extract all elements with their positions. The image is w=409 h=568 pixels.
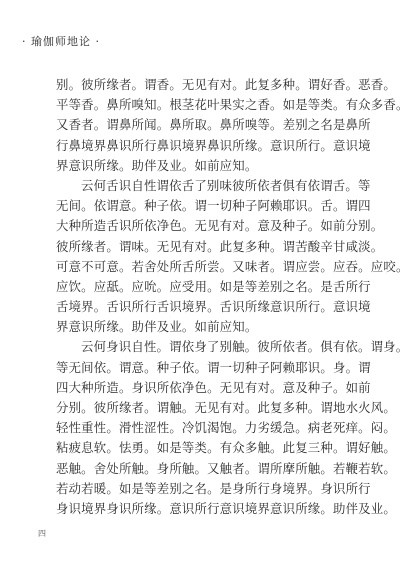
text-line: 舌境界。舌识所行舌识境界。舌识所缘意识所行。意识境 xyxy=(56,299,371,315)
text-line: 应饮。应舐。应吮。应受用。如是等差别之名。是舌所行 xyxy=(56,278,371,294)
text-line: 别。彼所缘者。谓香。无见有对。此复多种。谓好香。恶香。 xyxy=(56,77,396,92)
text-line: 等无间依。谓意。种子依。谓一切种子阿赖耶识。身。谓 xyxy=(56,359,371,375)
text-line: 身识境界身识所缘。意识所行意识境界意识所缘。助伴及业。 xyxy=(56,500,396,516)
text-line: 大种所造舌识所依净色。无见有对。意及种子。如前分别。 xyxy=(56,218,384,234)
running-header: · 瑜伽师地论 · xyxy=(22,35,100,48)
text-line: 可意不可意。若舍处所舌所尝。又味者。谓应尝。应吞。应咬。 xyxy=(56,258,409,274)
text-line: 行鼻境界鼻识所行鼻识境界鼻识所缘。意识所行。意识境 xyxy=(56,137,371,153)
paragraph xyxy=(56,176,409,338)
text-line: 四大种所造。身识所依净色。无见有对。意及种子。如前 xyxy=(56,379,371,395)
paragraph xyxy=(56,337,409,519)
text-line: 又香者。谓鼻所闻。鼻所取。鼻所嗅等。差别之名是鼻所 xyxy=(56,117,371,133)
text-line: 云何舌识自性谓依舌了别味彼所依者俱有依谓舌。等 xyxy=(81,177,371,193)
text-line: 无间。依谓意。种子依。谓一切种子阿赖耶识。舌。谓四 xyxy=(56,198,371,214)
text-line: 恶触。舍处所触。身所触。又触者。谓所摩所触。若鞭若软。 xyxy=(56,460,396,476)
text-line: 分别。彼所缘者。谓触。无见有对。此复多种。谓地水火风。 xyxy=(56,400,396,415)
text-line: 粘疲息软。怯勇。如是等类。有众多触。此复三种。谓好触。 xyxy=(56,440,396,456)
text-line: 界意识所缘。助伴及业。如前应知。 xyxy=(56,319,258,335)
text-line: 云何身识自性。谓依身了别触。彼所依者。俱有依。谓身。 xyxy=(81,339,409,355)
text-line: 彼所缘者。谓味。无见有对。此复多种。谓苦酸辛甘咸淡。 xyxy=(56,238,384,254)
paragraph xyxy=(56,75,409,176)
text-line: 界意识所缘。助伴及业。如前应知。 xyxy=(56,157,258,173)
text-line: 平等香。鼻所嗅知。根茎花叶果实之香。如是等类。有众多香。 xyxy=(56,97,409,113)
text-line: 若动若暖。如是等差别之名。是身所行身境界。身识所行 xyxy=(56,480,371,496)
page-number: 四 xyxy=(38,529,46,538)
text-line: 轻性重性。滑性涩性。冷饥渴饱。力劣缓急。病老死痒。闷。 xyxy=(56,420,396,436)
page-body xyxy=(56,75,409,519)
